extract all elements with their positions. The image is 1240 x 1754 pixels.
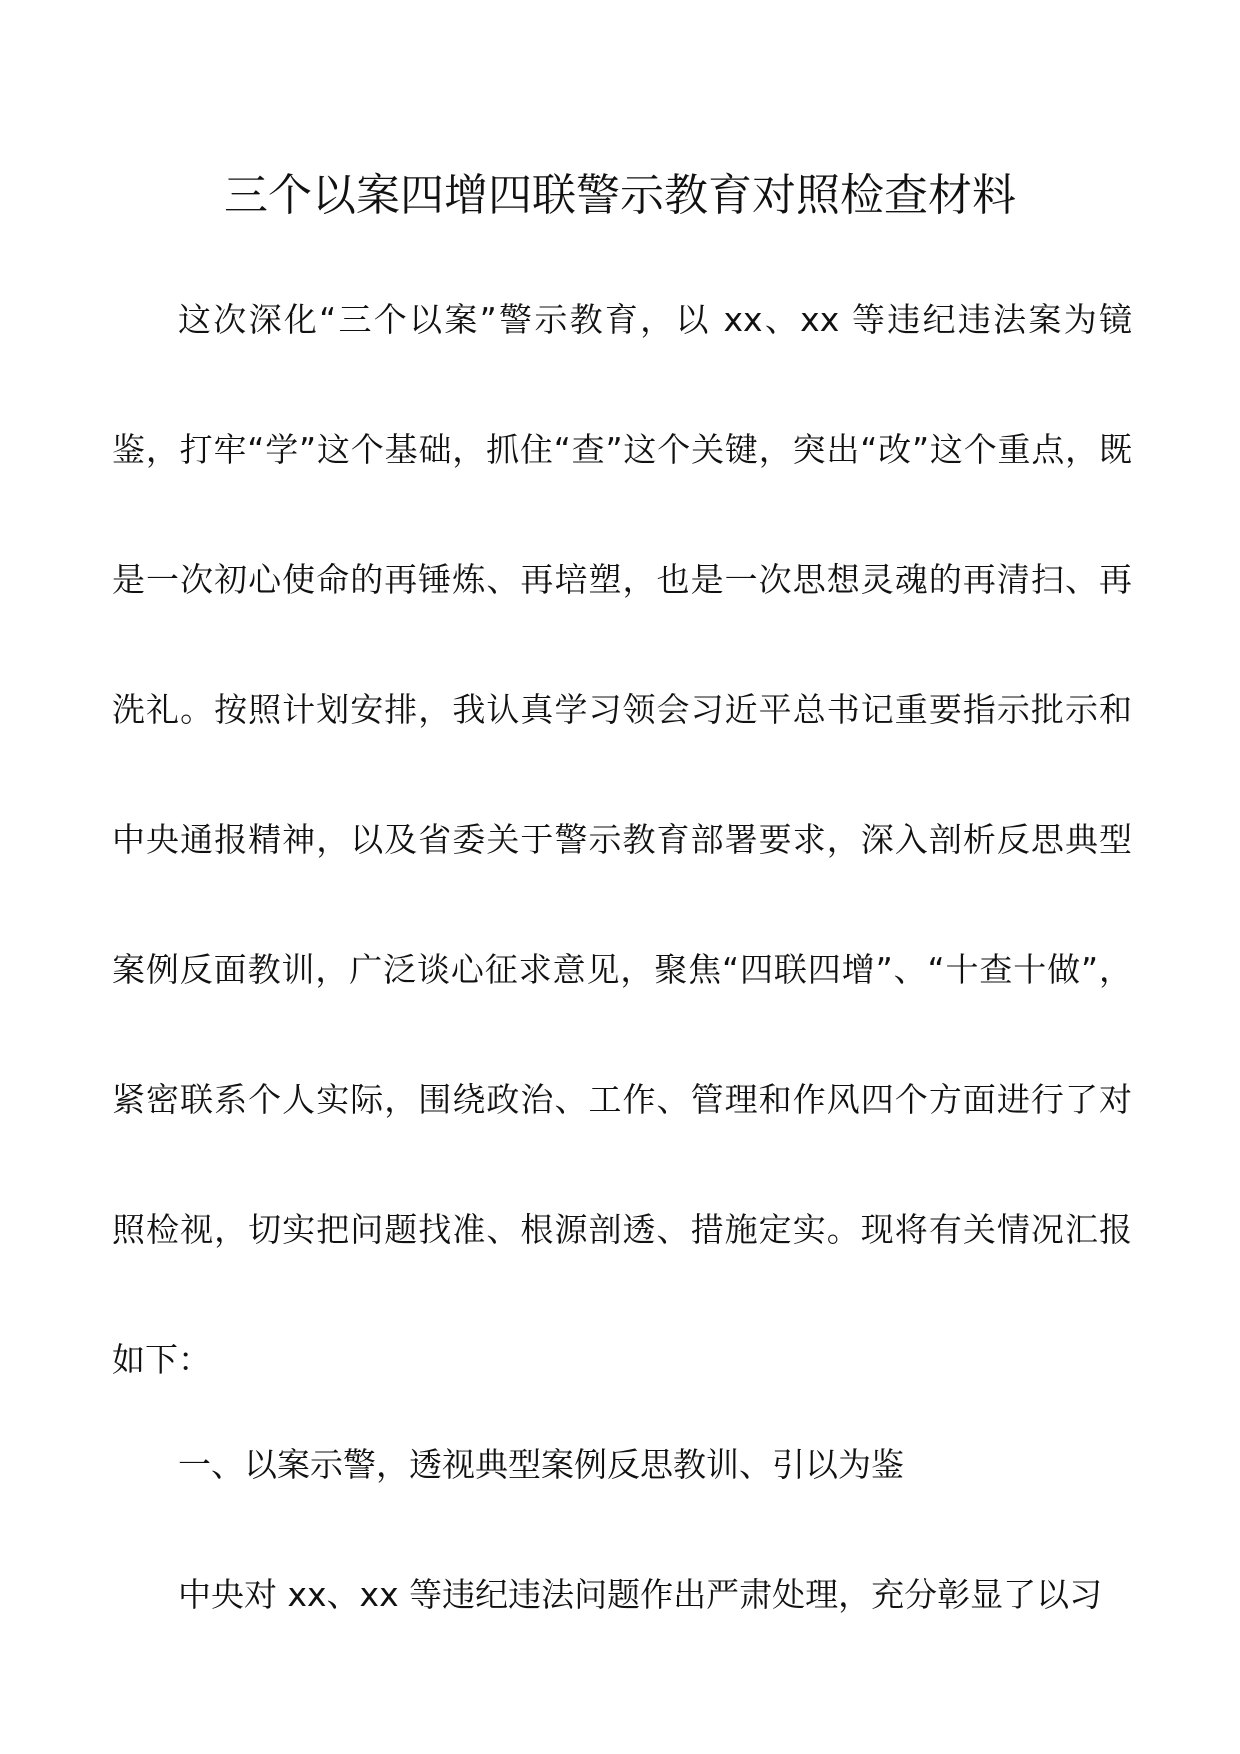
document-title: 三个以案四增四联警示教育对照检查材料 (224, 170, 1016, 221)
section-paragraph: 中央对 xx、xx 等违纪违法问题作出严肃处理，充分彰显了以习 (178, 1575, 1103, 1614)
intro-paragraph: 这次深化“三个以案”警示教育，以 xx、xx 等违纪违法案为镜鉴，打牢“学”这个基础，抓住“查”这个关键，突出“改”这个重点，既是一次初心使命的再锤炼、再培塑，也是一次思想灵魂的再清扫、再洗礼。按照计划安排，我认真学习领会习近平总书记重要指示批示和中央通报精神，以及省委关于警示教育部署要求，深入剖析反思典型案例反面教训，广泛谈心征求意见，聚焦“四联四增”、“十查十做”，紧密联系个人实际，围绕政治、工作、管理和作风四个方面进行了对照检视，切实把问题找准、根源剖透、措施定实。现将有关情况汇报如下： (112, 300, 1132, 1379)
section-heading: 一、以案示警，透视典型案例反思教训、引以为鉴 (178, 1445, 904, 1484)
